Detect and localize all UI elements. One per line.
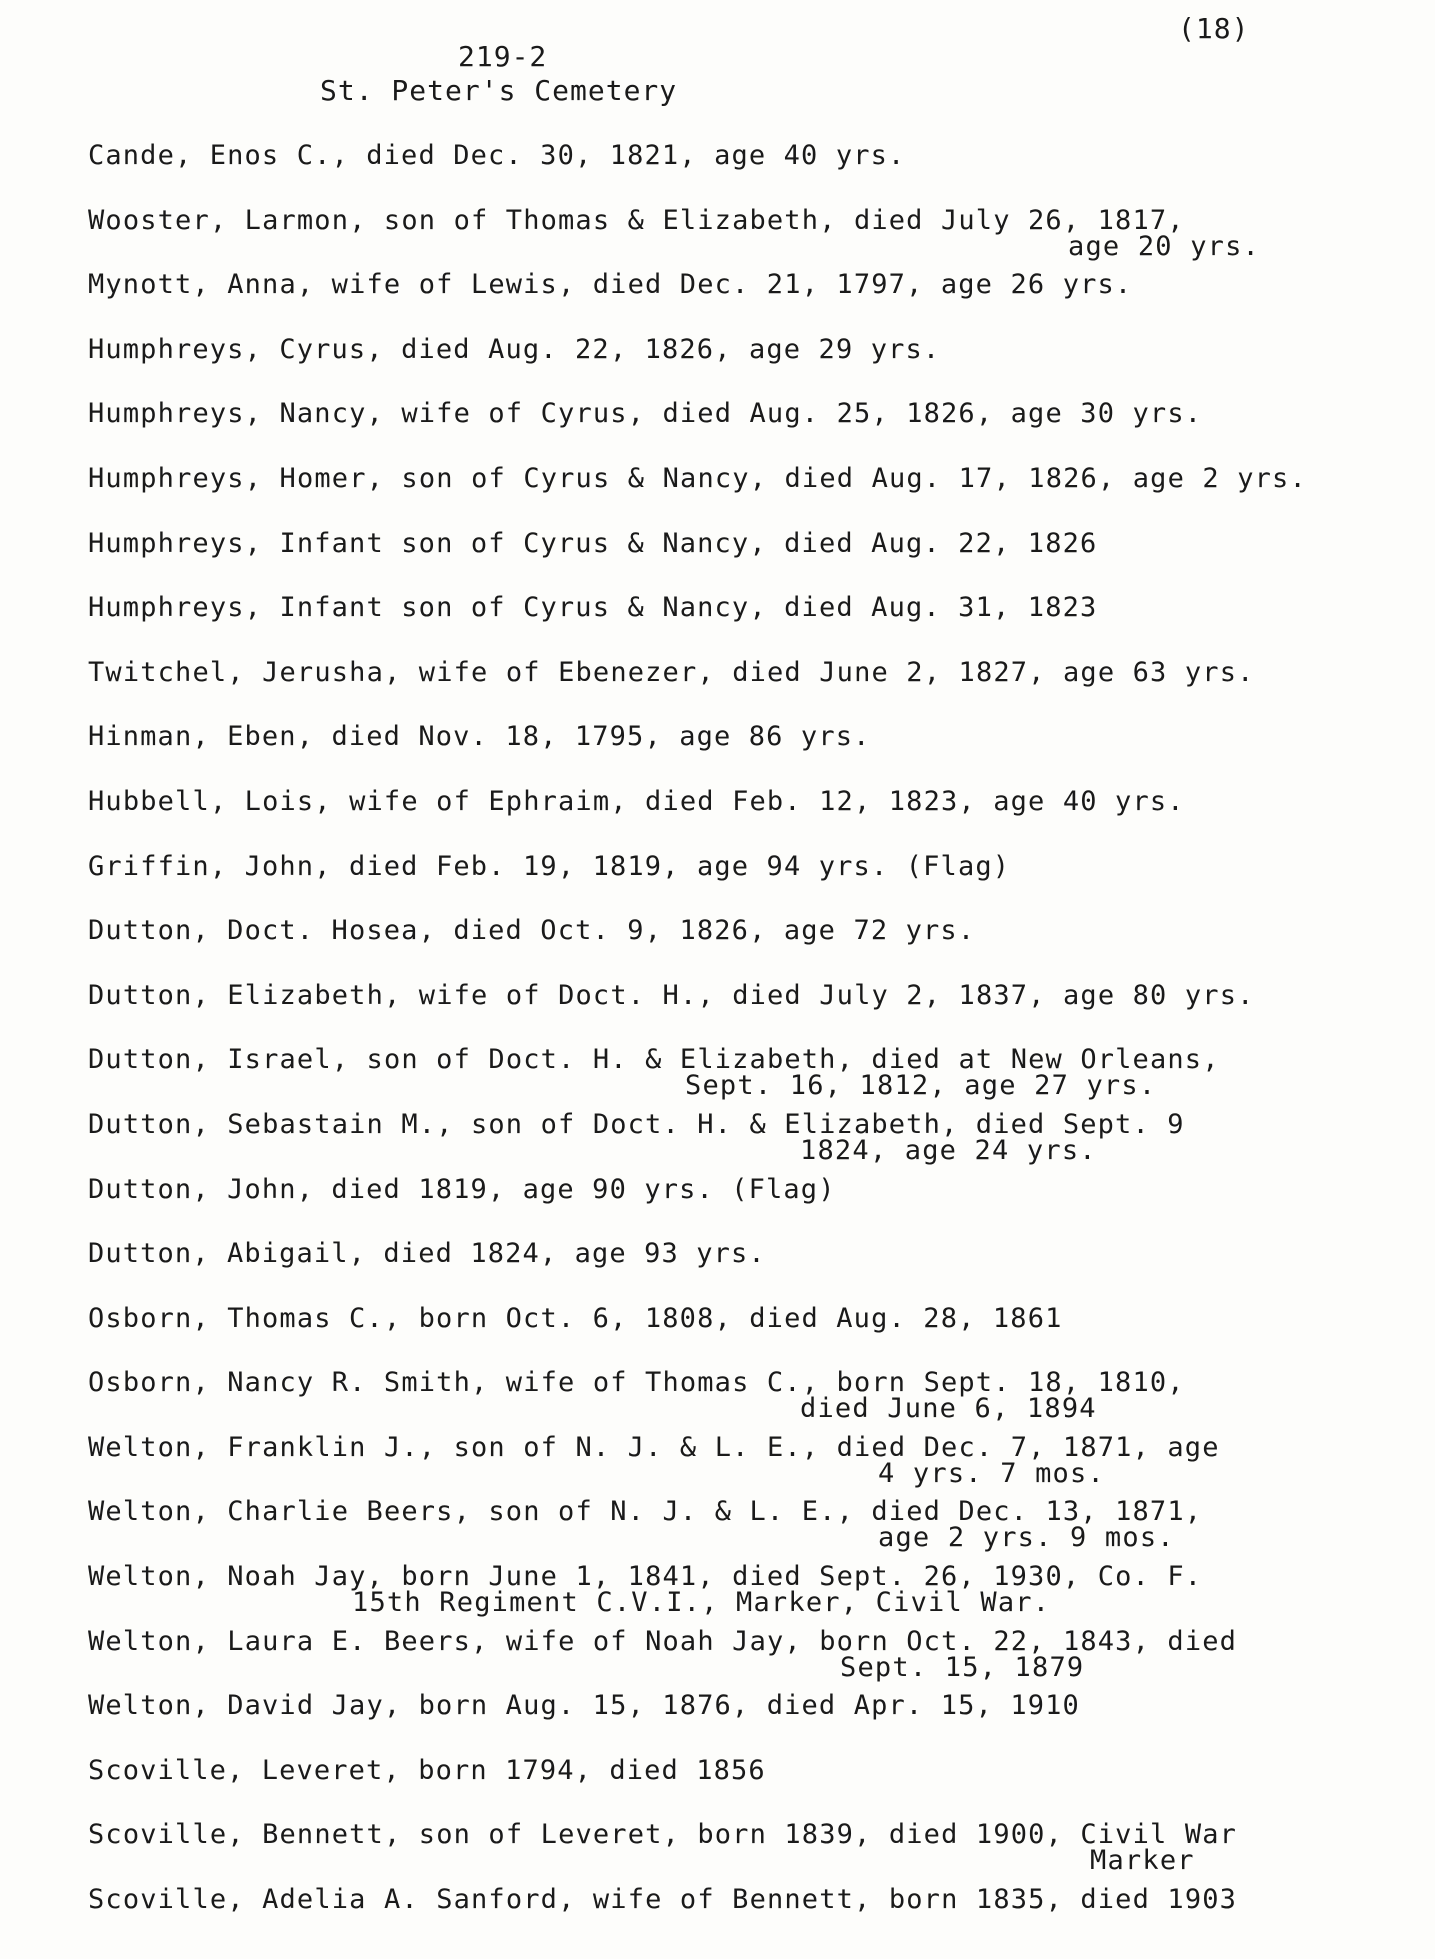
page-number: (18) (1178, 12, 1250, 45)
entry-text: Hubbell, Lois, wife of Ephraim, died Feb. 12, 1823, age 40 yrs. (88, 785, 1185, 817)
list-item (88, 332, 1428, 397)
list-item (88, 1753, 1428, 1818)
entry-continuation: Marker (1090, 1845, 1195, 1877)
list-item (88, 913, 1428, 978)
list-item (88, 1107, 1428, 1172)
entry-continuation: 1824, age 24 yrs. (800, 1134, 1097, 1166)
entry-text: Dutton, John, died 1819, age 90 yrs. (Flag) (88, 1173, 836, 1205)
entry-continuation: 15th Regiment C.V.I., Marker, Civil War. (352, 1587, 1051, 1619)
list-item (88, 1624, 1428, 1689)
list-item (88, 1365, 1428, 1430)
list-item (88, 1817, 1428, 1882)
entry-text: Dutton, Abigail, died 1824, age 93 yrs. (88, 1238, 766, 1270)
list-item (88, 1172, 1428, 1237)
entry-text: Mynott, Anna, wife of Lewis, died Dec. 21, 1797, age 26 yrs. (88, 269, 1133, 301)
list-item (88, 849, 1428, 914)
list-item (88, 526, 1428, 591)
entry-continuation: 4 yrs. 7 mos. (878, 1457, 1105, 1489)
entry-text: Welton, Charlie Beers, son of N. J. & L. E., died Dec. 13, 1871, (88, 1496, 1203, 1528)
entry-text: Scoville, Adelia A. Sanford, wife of Bennett, born 1835, died 1903 (88, 1884, 1238, 1916)
entry-text: Dutton, Israel, son of Doct. H. & Elizabeth, died at New Orleans, (88, 1044, 1220, 1076)
list-item (88, 784, 1428, 849)
entry-text: Dutton, Doct. Hosea, died Oct. 9, 1826, age 72 yrs. (88, 915, 976, 947)
list-item (88, 1688, 1428, 1753)
entry-text: Humphreys, Homer, son of Cyrus & Nancy, died Aug. 17, 1826, age 2 yrs. (88, 462, 1307, 494)
entry-text: Wooster, Larmon, son of Thomas & Elizabeth, died July 26, 1817, (88, 204, 1185, 236)
entry-text: Humphreys, Cyrus, died Aug. 22, 1826, age 29 yrs. (88, 333, 941, 365)
entry-text: Cande, Enos C., died Dec. 30, 1821, age 40 yrs. (88, 140, 906, 171)
entry-text: Hinman, Eben, died Nov. 18, 1795, age 86 yrs. (88, 721, 871, 753)
entry-continuation: Sept. 16, 1812, age 27 yrs. (685, 1070, 1157, 1102)
entry-continuation: Sept. 15, 1879 (840, 1651, 1085, 1683)
entry-text: Humphreys, Nancy, wife of Cyrus, died Aug. 25, 1826, age 30 yrs. (88, 398, 1203, 430)
entry-text: Twitchel, Jerusha, wife of Ebenezer, died June 2, 1827, age 63 yrs. (88, 656, 1255, 688)
cemetery-entries-list (88, 138, 1428, 1947)
entry-text: Osborn, Thomas C., born Oct. 6, 1808, died Aug. 28, 1861 (88, 1302, 1063, 1334)
list-item (88, 1559, 1428, 1624)
list-item (88, 978, 1428, 1043)
list-item (88, 138, 1428, 203)
list-item (88, 1236, 1428, 1301)
list-item (88, 590, 1428, 655)
entry-text: Humphreys, Infant son of Cyrus & Nancy, died Aug. 31, 1823 (88, 592, 1098, 624)
entry-continuation: died June 6, 1894 (800, 1393, 1097, 1425)
entry-text: Osborn, Nancy R. Smith, wife of Thomas C., born Sept. 18, 1810, (88, 1367, 1185, 1399)
list-item (88, 719, 1428, 784)
entry-text: Scoville, Bennett, son of Leveret, born 1839, died 1900, Civil War (88, 1819, 1238, 1851)
entry-text: Griffin, John, died Feb. 19, 1819, age 94 yrs. (Flag) (88, 850, 1011, 882)
list-item (88, 1882, 1428, 1947)
entry-text: Welton, Franklin J., son of N. J. & L. E., died Dec. 7, 1871, age (88, 1431, 1220, 1463)
entry-text: Welton, Noah Jay, born June 1, 1841, died Sept. 26, 1930, Co. F. (88, 1561, 1203, 1593)
list-item (88, 396, 1428, 461)
record-code: 219-2 (458, 40, 548, 73)
entry-text: Humphreys, Infant son of Cyrus & Nancy, died Aug. 22, 1826 (88, 527, 1098, 559)
entry-text: Welton, Laura E. Beers, wife of Noah Jay, born Oct. 22, 1843, died (88, 1625, 1238, 1657)
entry-text: Scoville, Leveret, born 1794, died 1856 (88, 1754, 766, 1786)
page-title: St. Peter's Cemetery (320, 74, 678, 107)
list-item (88, 1430, 1428, 1495)
list-item (88, 461, 1428, 526)
list-item (88, 203, 1428, 268)
list-item (88, 267, 1428, 332)
entry-text: Dutton, Elizabeth, wife of Doct. H., died July 2, 1837, age 80 yrs. (88, 979, 1255, 1011)
list-item (88, 1301, 1428, 1366)
entry-continuation: age 20 yrs. (1068, 230, 1261, 262)
list-item (88, 1494, 1428, 1559)
entry-text: Welton, David Jay, born Aug. 15, 1876, died Apr. 15, 1910 (88, 1690, 1080, 1722)
entry-continuation: age 2 yrs. 9 mos. (878, 1522, 1175, 1554)
list-item (88, 1042, 1428, 1107)
list-item (88, 655, 1428, 720)
entry-text: Dutton, Sebastain M., son of Doct. H. & Elizabeth, died Sept. 9 (88, 1108, 1185, 1140)
